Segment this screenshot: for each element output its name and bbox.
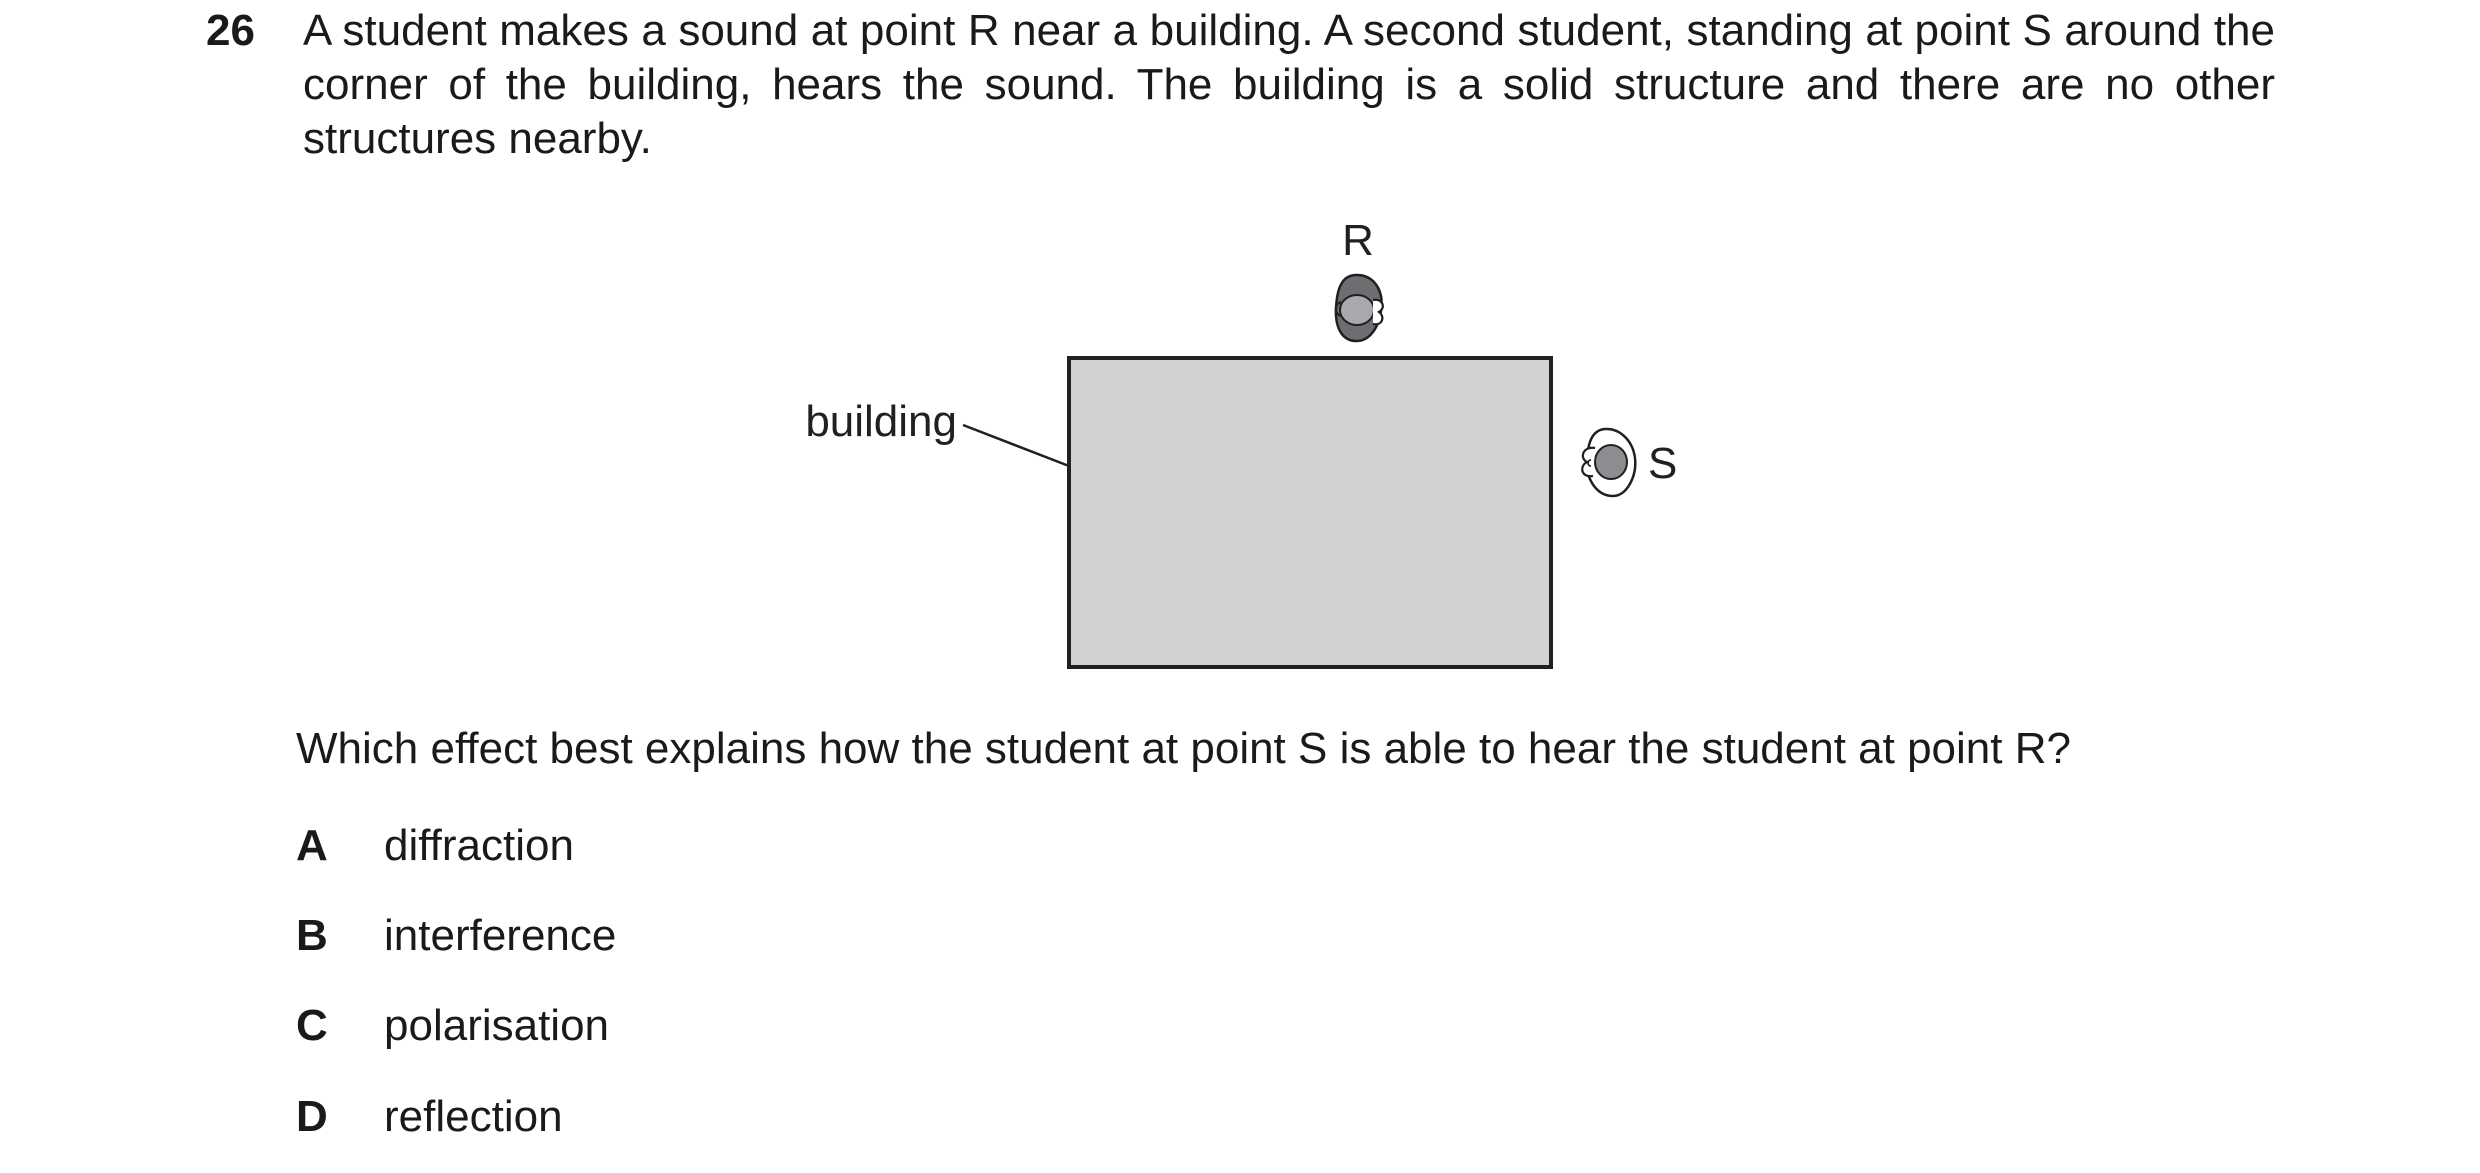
option-letter: A <box>296 821 328 870</box>
option-letter: C <box>296 1001 328 1050</box>
option-c[interactable] <box>296 999 609 1053</box>
option-letter: D <box>296 1092 328 1141</box>
option-d[interactable] <box>296 1090 563 1144</box>
option-text: interference <box>384 911 617 960</box>
building-leader-line <box>963 425 1069 466</box>
option-letter: B <box>296 911 328 960</box>
student-s-figure <box>1582 429 1635 496</box>
option-text: diffraction <box>384 821 574 870</box>
question-prompt: Which effect best explains how the student at point S is able to hear the student at point R? <box>296 724 2071 773</box>
option-a[interactable] <box>296 819 574 873</box>
option-text: polarisation <box>384 1001 610 1050</box>
student-r-figure <box>1336 275 1383 341</box>
point-r-label: R <box>1342 216 1374 265</box>
point-s-label: S <box>1648 439 1678 488</box>
building <box>1069 358 1551 667</box>
question-number: 26 <box>206 6 255 55</box>
option-b[interactable] <box>296 909 616 963</box>
question-stem: A student makes a sound at point R near a building. A second student, standing at point S around the corner of the building, hears the sound. The building is a solid structure and there are no other structures nearby. <box>303 6 2275 163</box>
option-text: reflection <box>384 1092 563 1141</box>
building-label: building <box>805 397 957 446</box>
